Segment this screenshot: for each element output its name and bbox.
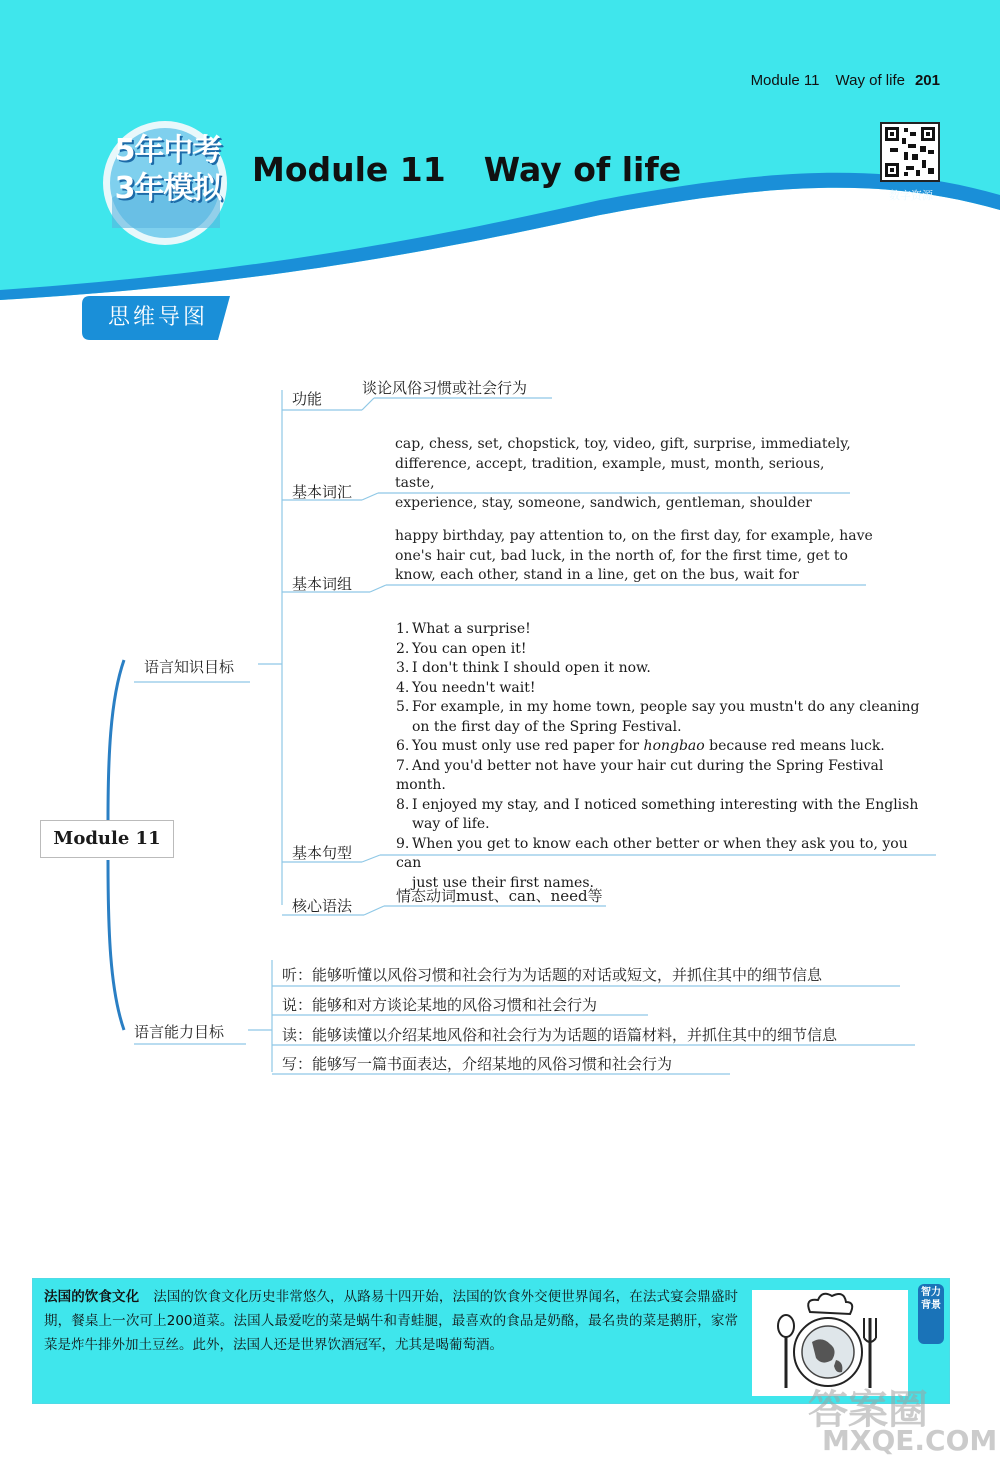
running-header — [751, 72, 940, 89]
module-title — [252, 150, 681, 189]
phrase-line: happy birthday, pay attention to, on the first day, for example, have — [395, 528, 873, 544]
sentence-item: 9. When you get to know each other better or when they ask you to, you can — [396, 835, 908, 871]
phrase-line: know, each other, stand in a line, get on the bus, wait for — [395, 567, 799, 583]
vocab-label: 基本词汇 — [292, 483, 353, 501]
mindmap-root: Module 11 — [40, 820, 174, 858]
ability-writing: 写：能够写一篇书面表达，介绍某地的风俗习惯和社会行为 — [282, 1055, 673, 1073]
qr-code-icon — [882, 124, 938, 180]
sentence-item: 3. I don't think I should open it now. — [396, 660, 651, 676]
function-text: 谈论风俗习惯或社会行为 — [362, 379, 528, 397]
watermark-url: MXQE.COM — [822, 1424, 998, 1457]
watermark: 答案圈 — [808, 1387, 928, 1433]
logo-line-2: 3年模拟 — [114, 171, 222, 206]
sentence-item: 2. You can open it! — [396, 640, 527, 657]
module-name: Way of life — [483, 150, 682, 189]
section-badge: 思维导图 — [107, 305, 208, 330]
sentence-continuation: just use their first names. — [412, 874, 594, 891]
ability-reading: 读：能够读懂以介绍某地风俗和社会行为为话题的语篇材料，并抓住其中的细节信息 — [282, 1026, 838, 1044]
footer-body: 法国的饮食文化历史非常悠久，从路易十四开始，法国的饮食外交便世界闻名，在法式宴会鼎盛时期，餐桌上一次可上200道菜。法国人最爱吃的菜是蜗牛和青蛙腿，最喜欢的食品是奶酪，最名贵的菜是鹅肝，家常菜是炸牛排外加土豆丝。此外，法国人还是世界饮酒冠军，尤其是喝葡萄酒。 — [44, 1289, 739, 1353]
footer-title: 法国的饮食文化 — [44, 1289, 140, 1305]
qr-code[interactable] — [880, 122, 940, 182]
logo-text — [108, 132, 228, 208]
running-module: Module 11 — [750, 72, 820, 89]
sentence-item: 4. You needn't wait! — [396, 679, 536, 696]
phrase-list — [395, 527, 875, 586]
hongbao-term: hongbao — [643, 738, 705, 754]
qr-caption: 数字资源 — [889, 189, 933, 202]
sentence-continuation: way of life. — [412, 816, 490, 832]
footer-paragraph — [44, 1285, 738, 1357]
vocab-line: experience, stay, someone, sandwich, gentleman, shoulder — [395, 494, 812, 511]
phrase-line: one's hair cut, bad luck, in the north of, for the first time, get to — [395, 547, 848, 564]
phrase-label: 基本词组 — [292, 575, 353, 593]
grammar-label: 核心语法 — [292, 897, 353, 915]
ability-speaking: 说：能够和对方谈论某地的风俗习惯和社会行为 — [282, 996, 598, 1014]
sentence-item: 8. I enjoyed my stay, and I noticed something interesting with the English — [396, 796, 919, 813]
function-label: 功能 — [292, 390, 323, 408]
sentence-item: 7. And you'd better not have your hair cut during the Spring Festival month. — [396, 757, 884, 793]
sentence-label: 基本句型 — [292, 844, 353, 862]
sentence-item: 5. For example, in my home town, people say you mustn't do any cleaning — [396, 699, 920, 715]
ability-goals-branch: 语言能力目标 — [134, 1023, 225, 1041]
module-label: Module 11 — [252, 150, 446, 189]
ability-listening: 听：能够听懂以风俗习惯和社会行为为话题的对话或短文，并抓住其中的细节信息 — [282, 966, 823, 984]
vocab-line: cap, chess, set, chopstick, toy, video, gift, surprise, immediately, — [395, 436, 851, 452]
sentence-item: 1. What a surprise! — [396, 621, 531, 637]
page-number: 201 — [914, 72, 940, 89]
vocab-line: difference, accept, tradition, example, must, month, serious, taste, — [395, 455, 825, 491]
sentence-list — [396, 620, 936, 893]
logo-line-1: 5年中考 — [114, 133, 222, 168]
sentence-continuation: on the first day of the Spring Festival. — [412, 718, 682, 735]
side-tab-label: 智力背景 — [921, 1287, 941, 1311]
grammar-text: 情态动词must、can、need等 — [396, 887, 603, 905]
running-topic: Way of life — [835, 72, 905, 89]
sentence-item: 6. You must only use red paper for hongbao because red means luck. — [396, 738, 885, 754]
knowledge-goals-branch: 语言知识目标 — [144, 658, 235, 676]
vocab-list — [395, 435, 865, 513]
